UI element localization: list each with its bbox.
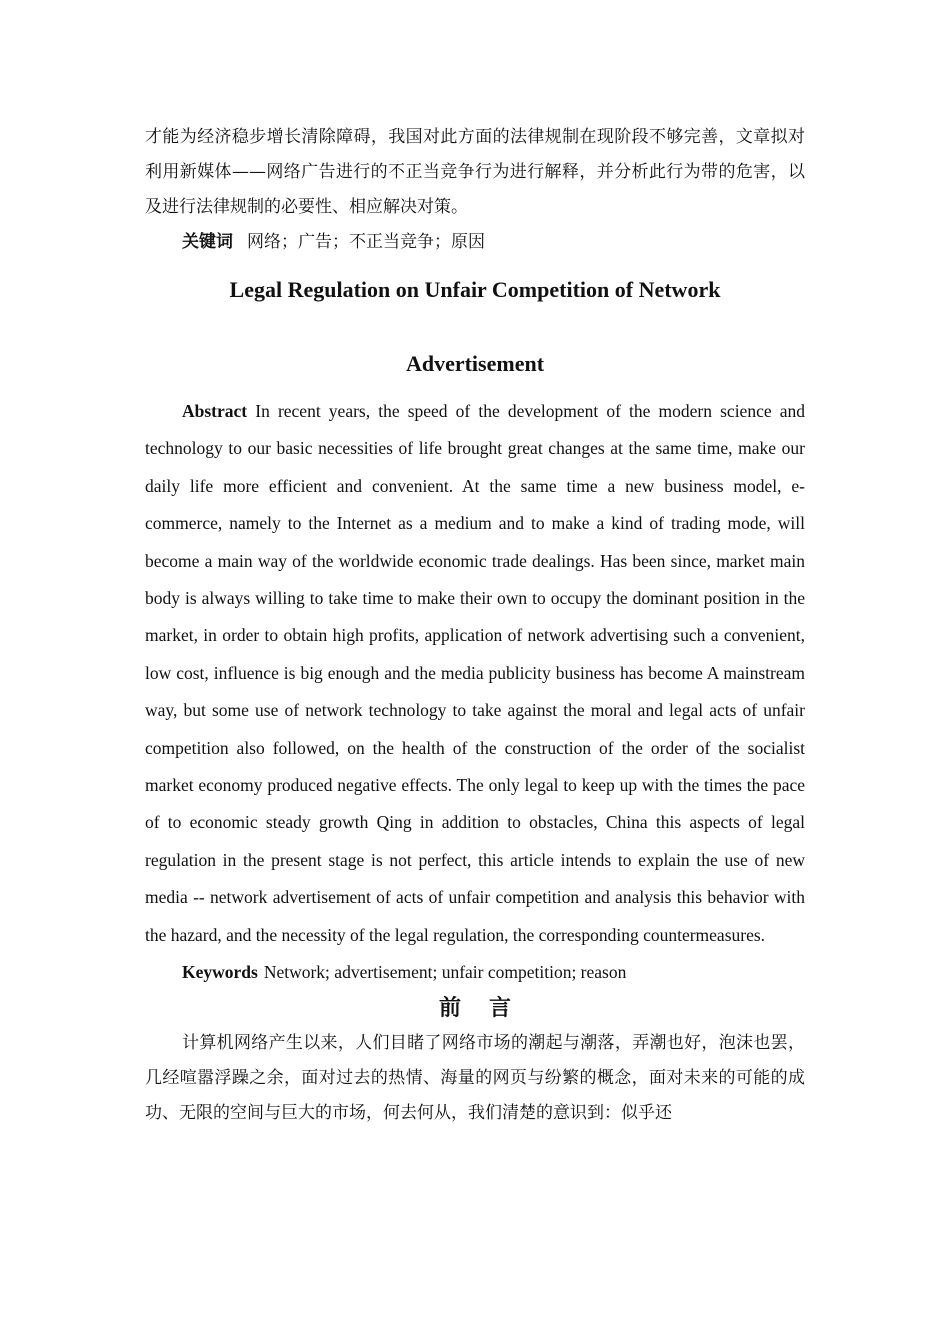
- chinese-keywords: [145, 225, 805, 259]
- chinese-keywords-value: 网络；广告；不正当竞争；原因: [247, 232, 485, 252]
- english-abstract-text: In recent years, the speed of the development of the modern science and technology to our basic necessities of life brought great changes at the same time, make our daily life more efficient and convenient. At the same time a new business model, e-commerce, namely to the Internet as a medium and to make a kind of trading mode, will become a main way of the worldwide economic trade dealings. Has been since, market main body is always willing to take time to make their own to occupy the dominant position in the market, in order to obtain high profits, application of network advertising such a convenient, low cost, influence is big enough and the media publicity business has become A mainstream way, but some use of network technology to take against the moral and legal acts of unfair competition also followed, on the health of the construction of the order of the socialist market economy produced negative effects. The only legal to keep up with the times the pace of to economic steady growth Qing in addition to obstacles, China this aspects of legal regulation in the present stage is not perfect, this article intends to explain the use of new media -- network advertisement of acts of unfair competition and analysis this behavior with the hazard, and the necessity of the legal regulation, the corresponding countermeasures.: [145, 401, 805, 945]
- chinese-keywords-label: 关键词: [182, 232, 233, 252]
- english-abstract: [145, 393, 805, 954]
- chinese-abstract-continuation: 才能为经济稳步增长清除障碍，我国对此方面的法律规制在现阶段不够完善，文章拟对利用新媒体——网络广告进行的不正当竞争行为进行解释，并分析此行为带的危害，以及进行法律规制的必要性、相应解决对策。: [145, 127, 805, 217]
- english-abstract-label: Abstract: [182, 401, 248, 421]
- english-title-line-1: Legal Regulation on Unfair Competition of Network: [229, 277, 721, 302]
- preface-paragraph: 计算机网络产生以来，人们目睹了网络市场的潮起与潮落，弄潮也好，泡沫也罢，几经喧嚣浮躁之余，面对过去的热情、海量的网页与纷繁的概念，面对未来的可能的成功、无限的空间与巨大的市场，何去何从，我们清楚的意识到：似乎还: [145, 1033, 805, 1124]
- english-keywords-label: Keywords: [182, 962, 258, 983]
- english-keywords-value: Network; advertisement; unfair competition; reason: [263, 962, 627, 983]
- preface-heading: 前言: [438, 995, 539, 1022]
- document-page: [145, 120, 805, 1131]
- english-title-line-2: Advertisement: [405, 351, 545, 376]
- english-keywords: [145, 956, 805, 988]
